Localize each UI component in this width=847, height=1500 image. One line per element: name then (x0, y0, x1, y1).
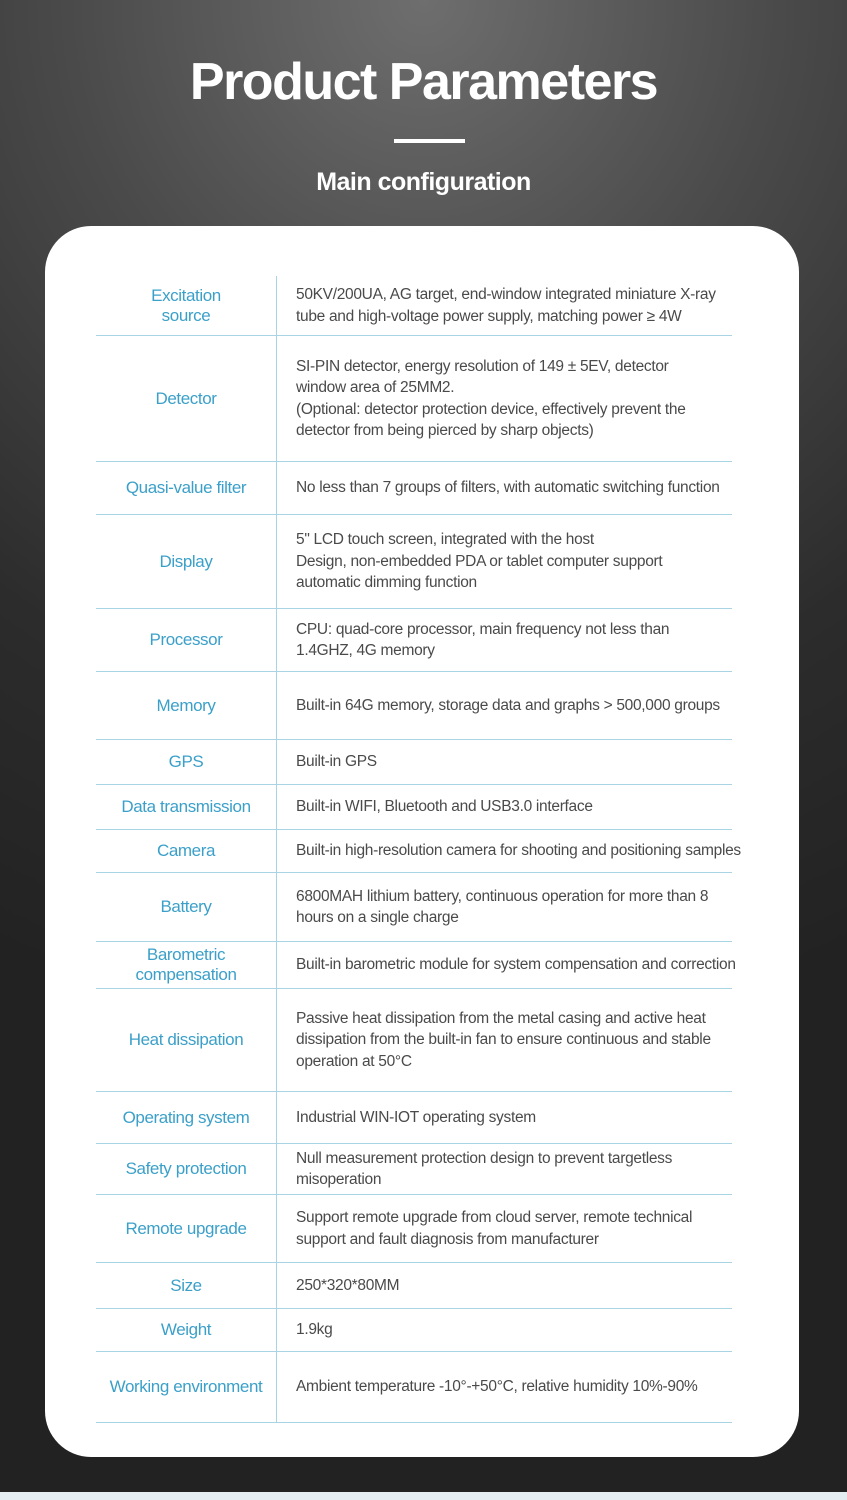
row-value: Built-in barometric module for system compensation and correction (296, 956, 736, 974)
row-label: Size (96, 1263, 277, 1308)
table-row (96, 873, 732, 942)
table-row (96, 276, 732, 336)
table-row (96, 942, 736, 989)
row-label: Detector (96, 336, 277, 461)
row-label: GPS (96, 740, 277, 784)
row-label: Processor (96, 609, 277, 671)
row-label: Barometric compensation (96, 942, 277, 988)
row-value: Support remote upgrade from cloud server, remote technical support and fault diagnosis from manufacturer (296, 1209, 693, 1248)
row-value: 250*320*80MM (296, 1276, 400, 1294)
table-row (96, 1195, 732, 1263)
parameters-table (96, 276, 741, 1423)
row-label: Quasi-value filter (96, 462, 277, 514)
row-value: Built-in 64G memory, storage data and graphs > 500,000 groups (296, 696, 720, 714)
row-label: Battery (96, 873, 277, 941)
table-row (96, 785, 732, 830)
table-row (96, 1144, 732, 1195)
row-label: Working environment (96, 1352, 277, 1422)
row-label: Remote upgrade (96, 1195, 277, 1262)
row-value: Passive heat dissipation from the metal casing and active heat dissipation from the built-in fan to ensure continuous and stable operation at 50°C (296, 1009, 711, 1070)
page-title: Product Parameters (189, 53, 658, 111)
table-row (96, 1263, 732, 1309)
table-row (96, 336, 732, 462)
row-value: CPU: quad-core processor, main frequency not less than 1.4GHZ, 4G memory (296, 620, 670, 659)
row-value: 1.9kg (296, 1321, 333, 1339)
table-row (96, 672, 732, 740)
row-label: Excitation source (96, 276, 277, 335)
row-label: Heat dissipation (96, 989, 277, 1091)
section-subtitle: Main configuration (316, 168, 531, 196)
table-row (96, 1352, 732, 1423)
table-row (96, 515, 732, 609)
row-value: 50KV/200UA, AG target, end-window integrated miniature X-ray tube and high-voltage power supply, matching power ≥ 4W (296, 286, 716, 325)
row-label: Operating system (96, 1092, 277, 1143)
row-value: SI-PIN detector, energy resolution of 149 ± 5EV, detector window area of 25MM2. (Optional: detector protection device, effectively prevent the detector from being pierced by sharp objects) (296, 357, 686, 439)
table-row (96, 462, 732, 515)
bottom-strip (0, 1492, 847, 1500)
row-value: No less than 7 groups of filters, with automatic switching function (296, 479, 720, 497)
row-label: Data transmission (96, 785, 277, 829)
table-row (96, 609, 732, 672)
row-value: 5" LCD touch screen, integrated with the host Design, non-embedded PDA or tablet computer support automatic dimming function (296, 531, 663, 592)
row-value: Null measurement protection design to prevent targetless misoperation (296, 1149, 673, 1188)
row-value: 6800MAH lithium battery, continuous operation for more than 8 hours on a single charge (296, 887, 709, 926)
table-row (96, 1092, 732, 1144)
row-value: Industrial WIN-IOT operating system (296, 1108, 536, 1126)
row-value: Built-in WIFI, Bluetooth and USB3.0 interface (296, 798, 593, 816)
table-row (96, 1309, 732, 1352)
row-value: Built-in GPS (296, 753, 377, 771)
table-row (96, 740, 732, 785)
row-label: Safety protection (96, 1144, 277, 1194)
table-row (96, 989, 732, 1092)
table-row (96, 830, 741, 873)
row-label: Display (96, 515, 277, 608)
title-divider (394, 139, 465, 143)
row-label: Camera (96, 830, 277, 872)
row-value: Built-in high-resolution camera for shooting and positioning samples (296, 842, 741, 860)
row-label: Weight (96, 1309, 277, 1351)
row-value: Ambient temperature -10°-+50°C, relative humidity 10%-90% (296, 1378, 698, 1396)
row-label: Memory (96, 672, 277, 739)
